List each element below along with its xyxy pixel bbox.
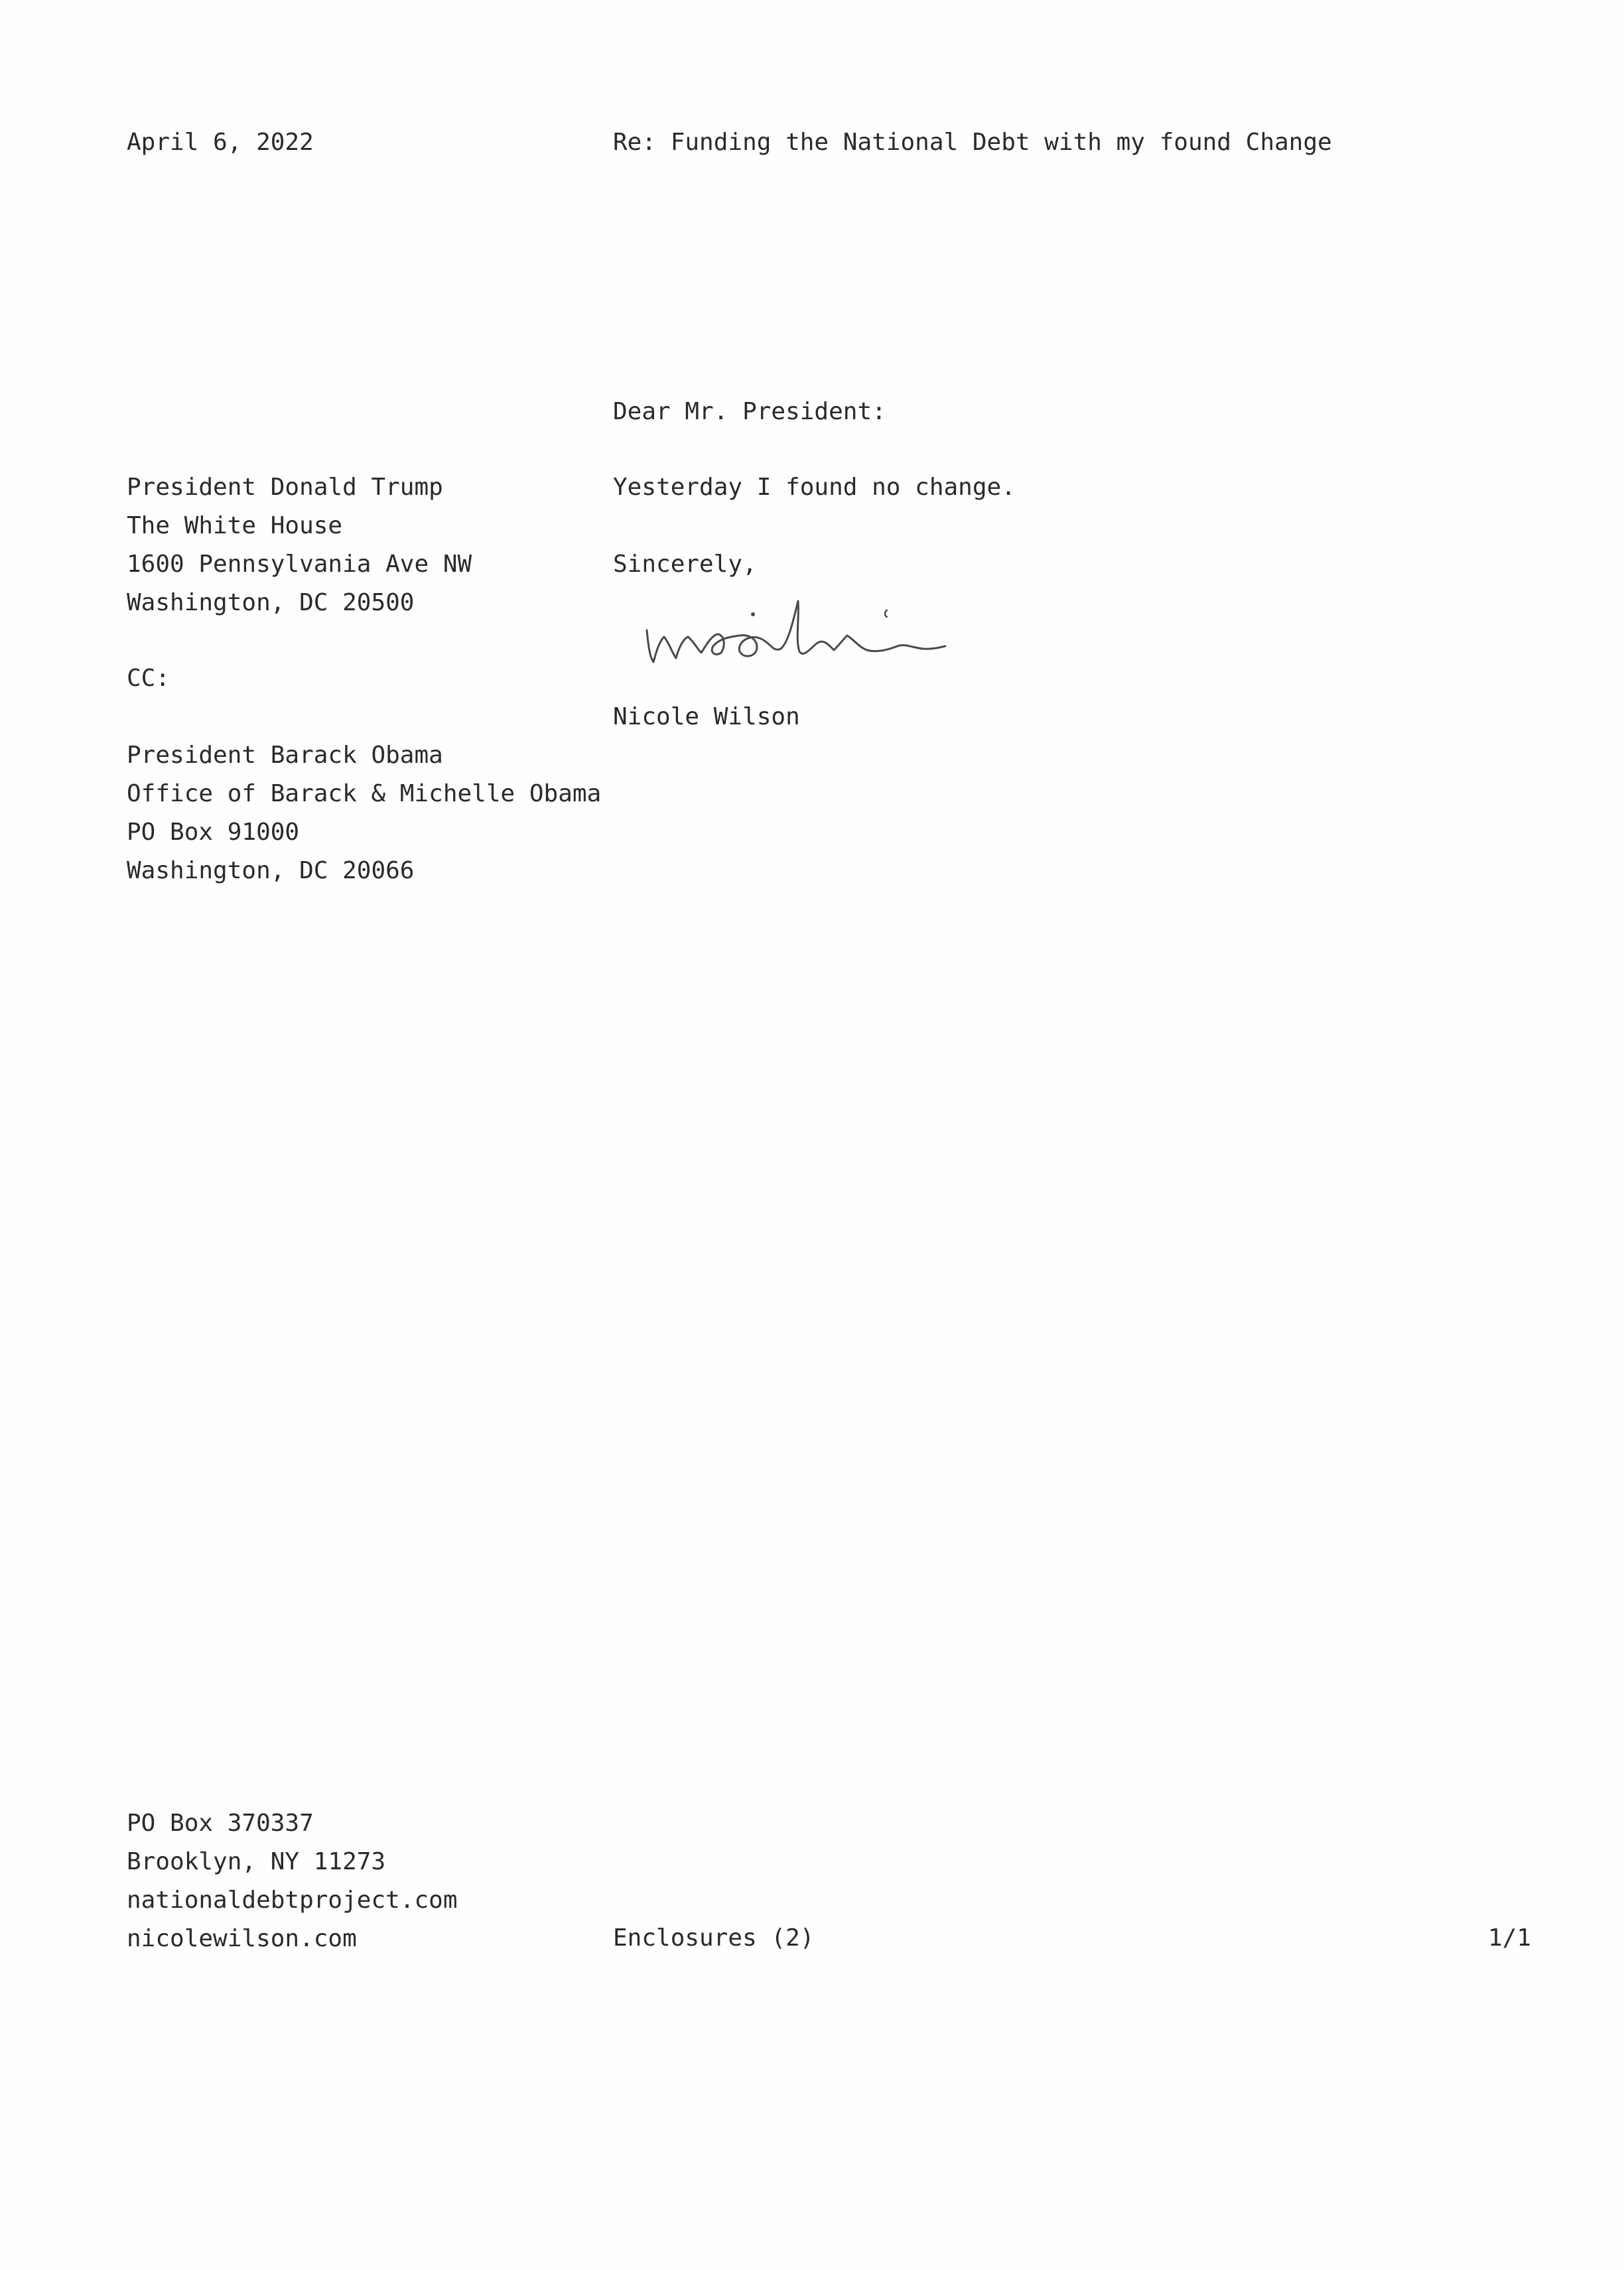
recipient-line: The White House bbox=[127, 512, 343, 539]
closing bbox=[613, 545, 757, 584]
enclosures-text: Enclosures (2) bbox=[613, 1924, 815, 1952]
recipient-line: Washington, DC 20500 bbox=[127, 589, 415, 616]
cc-label-text: CC: bbox=[127, 665, 170, 692]
body-text: Yesterday I found no change. bbox=[613, 474, 1016, 501]
enclosures bbox=[613, 1919, 814, 1958]
date-text: April 6, 2022 bbox=[127, 129, 314, 156]
return-address-line: PO Box 370337 bbox=[127, 1810, 314, 1837]
page-number bbox=[1488, 1919, 1531, 1958]
recipient-line: 1600 Pennsylvania Ave NW bbox=[127, 551, 472, 578]
cc-label bbox=[127, 659, 170, 698]
subject-text: Re: Funding the National Debt with my found Change bbox=[613, 129, 1332, 156]
return-address-line: nationaldebtproject.com bbox=[127, 1887, 458, 1914]
letter-body bbox=[613, 468, 1016, 507]
page-number-text: 1/1 bbox=[1487, 1924, 1531, 1952]
cc-recipient-line: President Barack Obama bbox=[127, 742, 443, 769]
cc-recipient-line: Office of Barack & Michelle Obama bbox=[127, 780, 602, 807]
cc-recipient-line: PO Box 91000 bbox=[127, 819, 300, 846]
cc-recipient-line: Washington, DC 20066 bbox=[127, 857, 415, 884]
return-address bbox=[127, 1804, 458, 1958]
recipient-line: President Donald Trump bbox=[127, 474, 443, 501]
sender-name-text: Nicole Wilson bbox=[613, 703, 800, 730]
letter-date bbox=[127, 123, 314, 162]
closing-text: Sincerely, bbox=[613, 551, 757, 578]
letter-subject bbox=[613, 123, 1332, 162]
return-address-line: nicolewilson.com bbox=[127, 1925, 357, 1952]
return-address-line: Brooklyn, NY 11273 bbox=[127, 1848, 386, 1875]
salutation bbox=[613, 393, 886, 431]
sender-name bbox=[613, 698, 800, 736]
salutation-text: Dear Mr. President: bbox=[613, 398, 886, 425]
cc-recipient-address bbox=[127, 736, 601, 890]
recipient-address bbox=[127, 468, 472, 622]
handwritten-signature bbox=[640, 584, 952, 677]
